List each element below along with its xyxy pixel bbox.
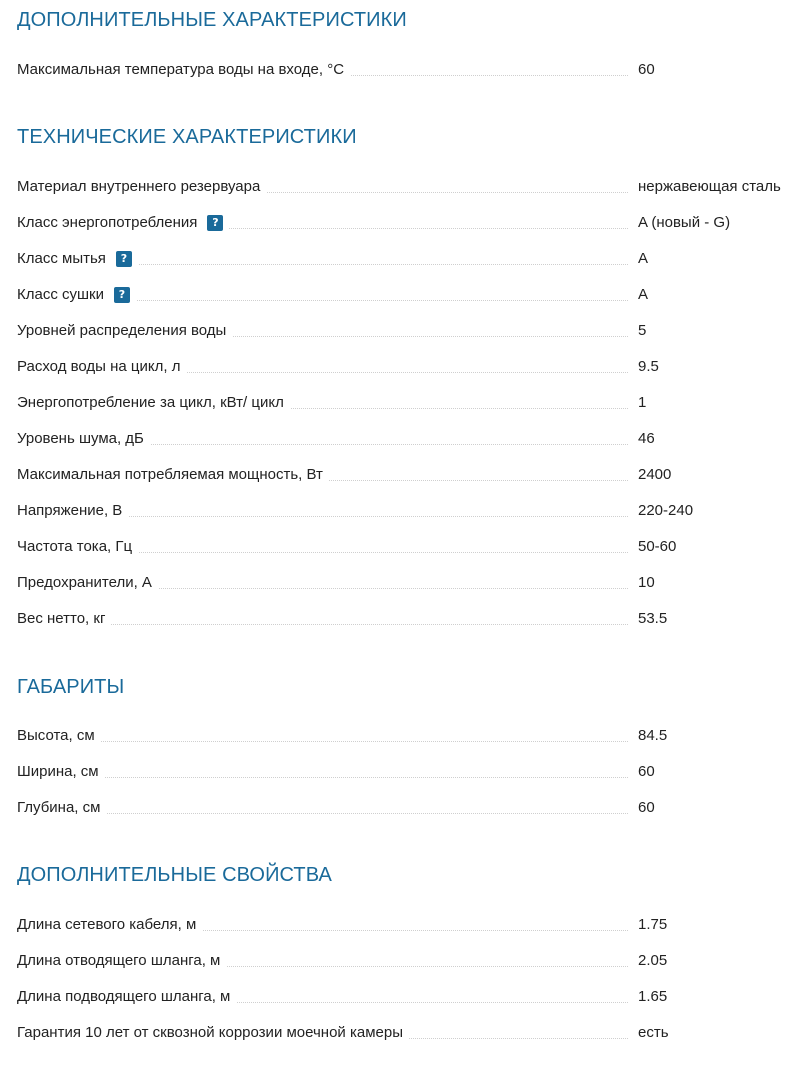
spec-value: 84.5	[638, 727, 668, 744]
spec-label: Максимальная потребляемая мощность, Вт	[17, 466, 323, 483]
spec-value: есть	[638, 1024, 669, 1041]
spec-value: A	[638, 250, 649, 267]
question-mark-icon[interactable]: ?	[116, 251, 132, 267]
spec-row	[17, 356, 800, 378]
dotted-leader	[17, 777, 628, 778]
spec-label: Расход воды на цикл, л	[17, 358, 181, 375]
spec-row	[17, 392, 800, 414]
spec-label: Предохранители, А	[17, 574, 152, 591]
spec-label: Глубина, см	[17, 799, 101, 816]
spec-value: 60	[638, 763, 655, 780]
spec-label: Класс энергопотребления	[17, 214, 198, 231]
dotted-leader	[17, 741, 628, 742]
spec-row	[17, 797, 800, 819]
spec-value: нержавеющая сталь	[638, 178, 781, 195]
spec-label: Частота тока, Гц	[17, 538, 133, 555]
spec-label: Вес нетто, кг	[17, 610, 106, 627]
spec-row	[17, 608, 800, 630]
spec-label: Уровней распределения воды	[17, 322, 227, 339]
spec-value: A (новый - G)	[638, 214, 731, 231]
spec-value: A	[638, 286, 649, 303]
spec-row	[17, 572, 800, 594]
spec-row	[17, 284, 800, 306]
question-mark-icon[interactable]: ?	[114, 287, 130, 303]
spec-label: Длина сетевого кабеля, м	[17, 916, 197, 933]
section-title-additional-properties: ДОПОЛНИТЕЛЬНЫЕ СВОЙСТВА	[17, 864, 332, 886]
spec-value: 53.5	[638, 610, 668, 627]
spec-label: Энергопотребление за цикл, кВт/ цикл	[17, 394, 284, 411]
spec-row	[17, 500, 800, 522]
spec-row	[17, 914, 800, 936]
spec-row	[17, 536, 800, 558]
spec-value: 10	[638, 574, 655, 591]
spec-label: Класс мытья	[17, 250, 106, 267]
spec-row	[17, 761, 800, 783]
section-title-dimensions: ГАБАРИТЫ	[17, 676, 125, 698]
section-title-technical-characteristics: ТЕХНИЧЕСКИЕ ХАРАКТЕРИСТИКИ	[17, 126, 357, 148]
spec-value: 9.5	[638, 358, 659, 375]
spec-label: Максимальная температура воды на входе, °С	[17, 61, 345, 78]
spec-label: Длина подводящего шланга, м	[17, 988, 231, 1005]
spec-value: 50-60	[638, 538, 677, 555]
spec-value: 60	[638, 61, 655, 78]
spec-label: Класс сушки	[17, 286, 104, 303]
spec-label: Материал внутреннего резервуара	[17, 178, 261, 195]
spec-row	[17, 725, 800, 747]
spec-value: 46	[638, 430, 655, 447]
spec-row	[17, 248, 800, 270]
spec-value: 220-240	[638, 502, 694, 519]
spec-row	[17, 212, 800, 234]
spec-row	[17, 986, 800, 1008]
spec-value: 1	[638, 394, 647, 411]
dotted-leader	[17, 813, 628, 814]
spec-value: 1.65	[638, 988, 668, 1005]
spec-row	[17, 464, 800, 486]
spec-label: Высота, см	[17, 727, 95, 744]
spec-value: 1.75	[638, 916, 668, 933]
question-mark-icon[interactable]: ?	[207, 215, 223, 231]
spec-label: Напряжение, В	[17, 502, 123, 519]
spec-row	[17, 428, 800, 450]
spec-value: 5	[638, 322, 647, 339]
spec-label: Гарантия 10 лет от сквозной коррозии моечной камеры	[17, 1024, 403, 1041]
spec-row	[17, 176, 800, 198]
section-title-additional-characteristics: ДОПОЛНИТЕЛЬНЫЕ ХАРАКТЕРИСТИКИ	[17, 9, 407, 31]
spec-row	[17, 1022, 800, 1044]
spec-row	[17, 59, 800, 81]
spec-row	[17, 320, 800, 342]
spec-value: 2.05	[638, 952, 668, 969]
spec-label: Уровень шума, дБ	[17, 430, 144, 447]
spec-row	[17, 950, 800, 972]
spec-value: 2400	[638, 466, 672, 483]
spec-label: Ширина, см	[17, 763, 99, 780]
spec-label: Длина отводящего шланга, м	[17, 952, 221, 969]
spec-value: 60	[638, 799, 655, 816]
